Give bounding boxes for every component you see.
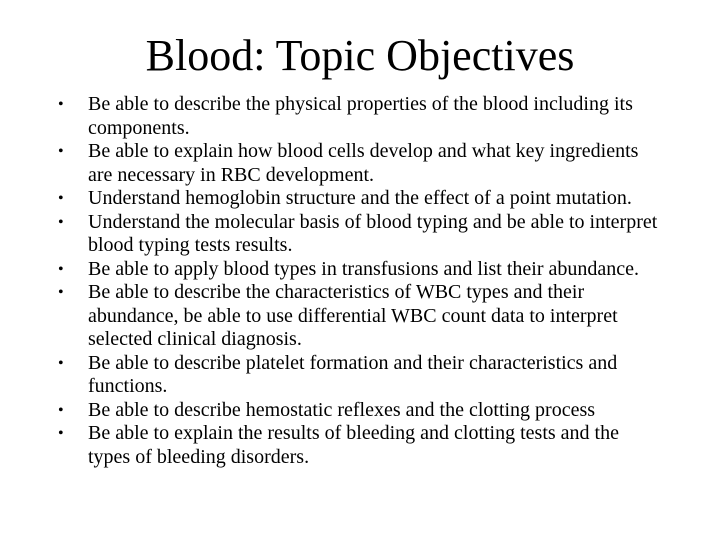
bullet-icon: • [58,354,64,372]
list-item-text: Be able to describe platelet formation and their characteristics and functions. [88,351,618,397]
bullet-icon: • [58,96,64,113]
bullet-icon: • [58,401,64,419]
bullet-icon: • [58,143,64,160]
list-item-text: Be able to describe hemostatic reflexes and the clotting process [88,398,596,421]
list-item [58,281,658,352]
list-item-text: Be able to apply blood types in transfusions and list their abundance. [88,257,639,280]
bullet-icon: • [58,284,64,301]
list-item-text: Understand the molecular basis of blood typing and be able to interpret blood typing tests results. [88,210,658,256]
slide-title: Blood: Topic Objectives [145,31,575,80]
list-item-text: Be able to explain the results of bleeding and clotting tests and the types of bleeding disorders. [88,422,619,468]
list-item [58,422,658,469]
list-item-text: Be able to describe the physical properties of the blood including its components. [88,93,633,139]
bullet-icon: • [58,190,64,207]
bullet-icon: • [58,260,64,278]
list-item [58,258,658,282]
bullet-icon: • [58,213,64,231]
list-item [58,187,658,211]
list-item [58,211,658,258]
objectives-list [58,93,658,469]
list-item [58,399,658,423]
list-item-text: Understand hemoglobin structure and the effect of a point mutation. [88,187,632,209]
bullet-icon: • [58,425,64,442]
list-item [58,352,658,399]
list-item [58,140,658,187]
list-item-text: Be able to describe the characteristics of WBC types and their abundance, be able to use differential WBC count data to interpret selected clinical diagnosis. [88,281,618,350]
list-item-text: Be able to explain how blood cells develop and what key ingredients are necessary in RBC development. [88,140,639,186]
list-item [58,93,658,140]
